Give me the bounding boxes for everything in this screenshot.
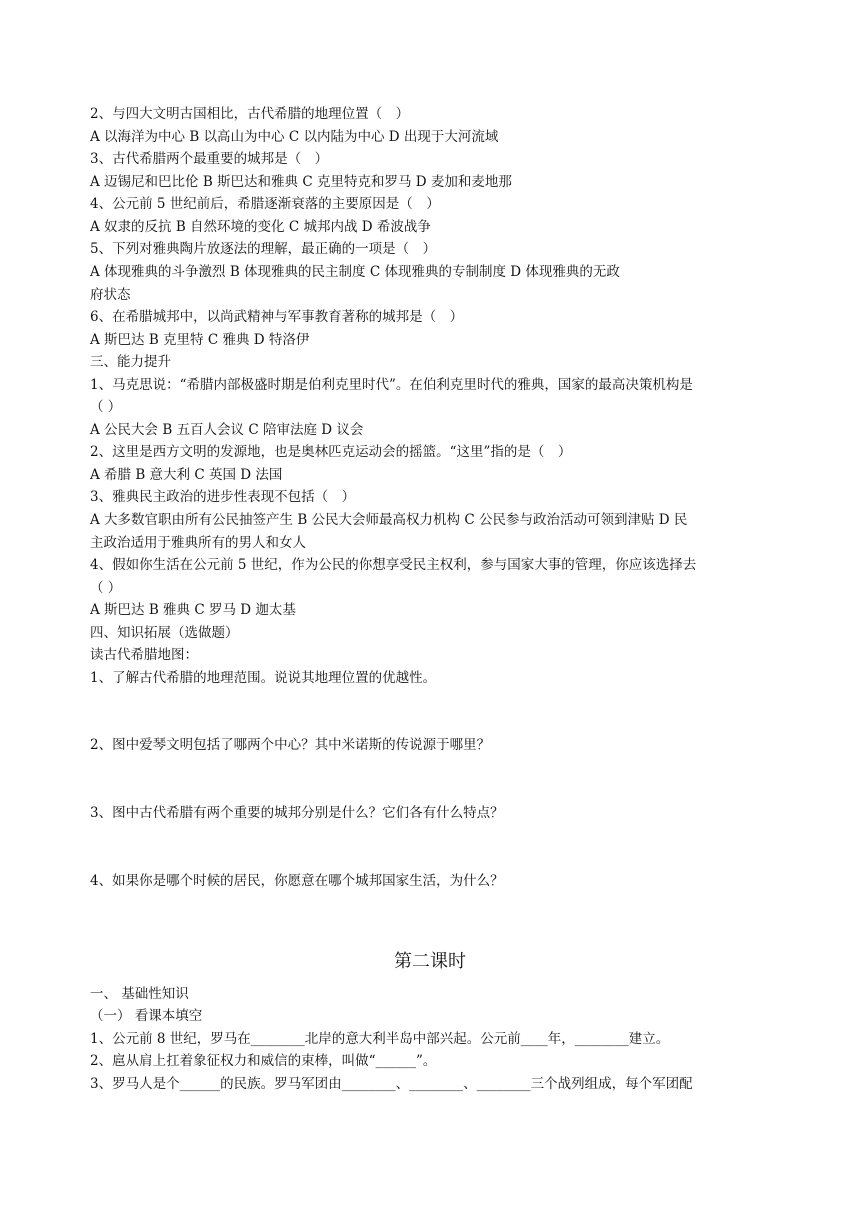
question-line-continued: （ ） <box>90 399 122 415</box>
open-question: 2、图中爱琴文明包括了哪两个中心？其中米诺斯的传说源于哪里？ <box>90 737 491 753</box>
open-question: 1、了解古代希腊的地理范围。说说其地理位置的优越性。 <box>90 670 437 686</box>
answer-options: A 斯巴达 B 雅典 C 罗马 D 迦太基 <box>90 602 296 618</box>
open-question: 4、如果你是哪个时候的居民，你愿意在哪个城邦国家生活，为什么？ <box>90 873 504 889</box>
lesson-title: 第二课时 <box>394 951 466 972</box>
answer-options-continued: 府状态 <box>90 287 131 303</box>
section-heading: 一、 基础性知识 <box>90 986 189 1002</box>
answer-options: A 体现雅典的斗争激烈 B 体现雅典的民主制度 C 体现雅典的专制制度 D 体现雅典的无政 <box>90 264 620 280</box>
answer-options: A 以海洋为中心 B 以高山为中心 C 以内陆为中心 D 出现于大河流域 <box>90 129 499 145</box>
question-line: 2、这里是西方文明的发源地，也是奥林匹克运动会的摇篮。“这里”指的是（ ） <box>90 444 572 460</box>
answer-options: A 迈锡尼和巴比伦 B 斯巴达和雅典 C 克里特克和罗马 D 麦加和麦地那 <box>90 174 512 190</box>
open-question: 3、图中古代希腊有两个重要的城邦分别是什么？它们各有什么特点？ <box>90 805 504 821</box>
answer-options: A 希腊 B 意大利 C 英国 D 法国 <box>90 467 283 483</box>
answer-options: A 公民大会 B 五百人会议 C 陪审法庭 D 议会 <box>90 422 364 438</box>
subsection-heading: （一） 看课本填空 <box>90 1008 203 1024</box>
question-line: 3、雅典民主政治的进步性表现不包括（ ） <box>90 489 356 505</box>
answer-options: A 奴隶的反抗 B 自然环境的变化 C 城邦内战 D 希波战争 <box>90 219 431 235</box>
question-line: 4、公元前 5 世纪前后，希腊逐渐衰落的主要原因是（ ） <box>90 196 440 212</box>
question-line: 3、古代希腊两个最重要的城邦是（ ） <box>90 151 329 167</box>
answer-options: A 大多数官职由所有公民抽签产生 B 公民大会师最高权力机构 C 公民参与政治活动可领到津贴 D 民 <box>90 512 688 528</box>
answer-options-continued: 主政治适用于雅典所有的男人和女人 <box>90 535 306 551</box>
instruction-line: 读古代希腊地图： <box>90 647 198 663</box>
section-heading: 三、能力提升 <box>90 354 171 370</box>
answer-options: A 斯巴达 B 克里特 C 雅典 D 特洛伊 <box>90 332 310 348</box>
question-line: 4、假如你生活在公元前 5 世纪，作为公民的你想享受民主权利，参与国家大事的管理，你应该选择去 <box>90 557 697 573</box>
fill-blank-question: 1、公元前 8 世纪，罗马在________北岸的意大利半岛中部兴起。公元前____年，________建立。 <box>90 1031 670 1047</box>
question-line: 5、下列对雅典陶片放逐法的理解，最正确的一项是（ ） <box>90 241 437 257</box>
fill-blank-question: 3、罗马人是个______的民族。罗马军团由________、________、________三个战列组成，每个军团配 <box>90 1076 693 1092</box>
question-line: 6、在希腊城邦中，以尚武精神与军事教育著称的城邦是（ ） <box>90 309 464 325</box>
fill-blank-question: 2、扈从肩上扛着象征权力和威信的束棒，叫做“______”。 <box>90 1053 437 1069</box>
section-heading: 四、知识拓展（选做题） <box>90 625 239 641</box>
question-line: 2、与四大文明古国相比，古代希腊的地理位置（ ） <box>90 106 410 122</box>
question-line: 1、马克思说：“希腊内部极盛时期是伯利克里时代”。在伯利克里时代的雅典，国家的最高决策机构是 <box>90 377 693 393</box>
question-line-continued: （ ） <box>90 580 122 596</box>
